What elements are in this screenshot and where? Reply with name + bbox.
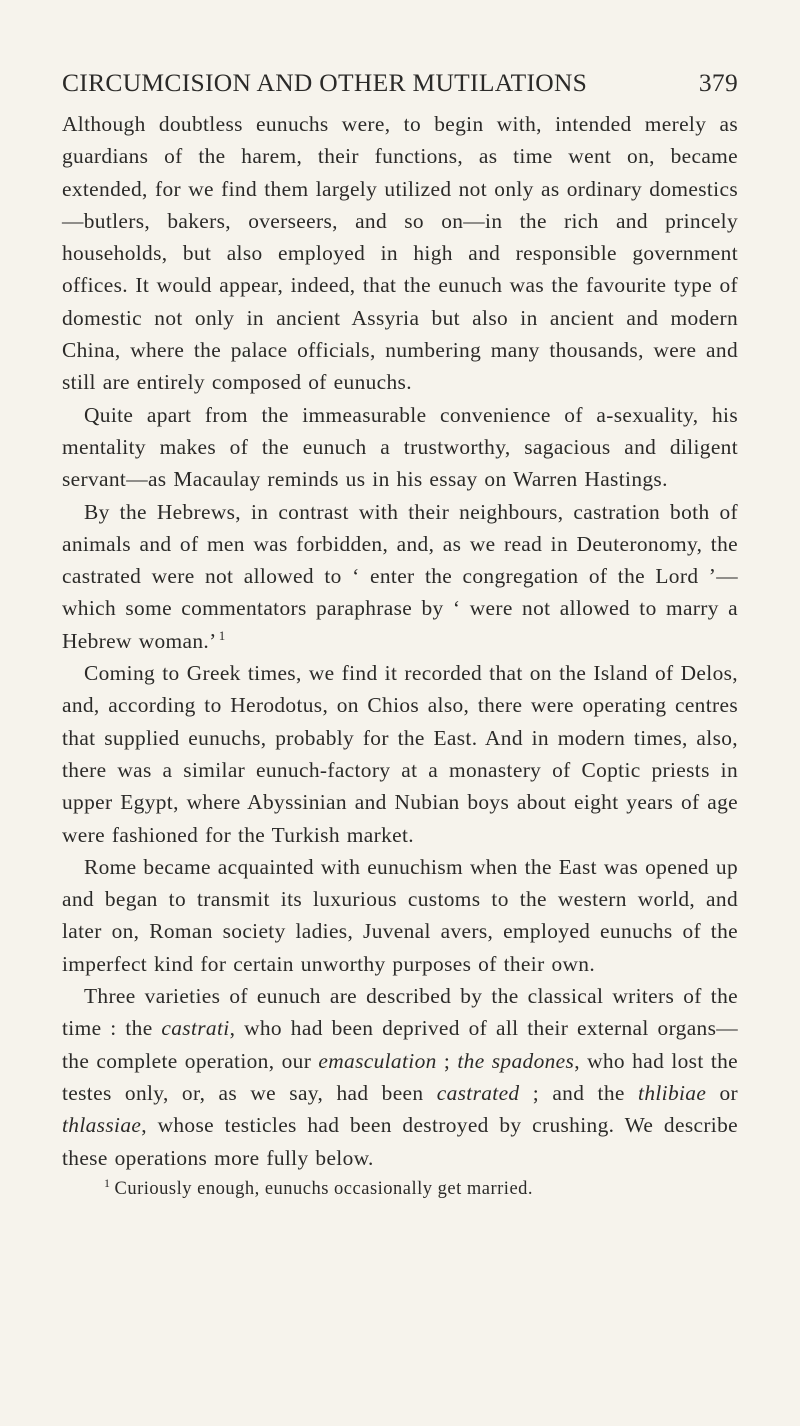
paragraph-1: Although doubtless eunuchs were, to begin with, intended merely as guardians of the harem, their functions, as time went on, became extended, for we find them largely utilized not only as ordinary domestics—butlers, bakers, overseers, and so on—in the rich and princely households, but also employed in high and responsible government offices. It would appear, indeed, that the eunuch was the favourite type of domestic not only in ancient Assyria but also in ancient and modern China, where the palace officials, numbering many thousands, were and still are entirely composed of eunuchs. — [62, 112, 738, 395]
text-run: , who had lost the testes only, or, as we say, had been — [62, 1048, 739, 1105]
term-castrated: castrated — [436, 1080, 520, 1105]
term-thlassiae: thlassiae — [62, 1113, 142, 1138]
paragraph-3-text: By the Hebrews, in contrast with their neighbours, castration both of animals and of men was forbidden, and, as we read in Deuteronomy, the castrated were not allowed to ‘ enter the congregation of the Lord ’—which some commentators paraphrase by ‘ were not allowed to marry a Hebrew woman.’ — [62, 499, 738, 653]
paragraph-6 — [62, 980, 738, 1174]
text-run: ; and the — [519, 1080, 639, 1105]
footnote-reference: 1 — [218, 627, 226, 643]
term-castrati: castrati — [161, 1016, 230, 1041]
term-spadones: the spadones — [457, 1048, 575, 1073]
term-thlibiae: thlibiae — [638, 1080, 707, 1105]
page-number: 379 — [698, 68, 738, 97]
running-head — [62, 68, 738, 98]
footnote-marker: 1 — [104, 1175, 111, 1190]
text-run: , who had been deprived of all their external organs—the complete operation, our — [62, 1016, 739, 1073]
text-run: , whose testicles had been destroyed by crushing. We describe these operations more fully below. — [62, 1113, 738, 1170]
text-run: ; — [436, 1048, 458, 1073]
footnote — [62, 1176, 738, 1202]
text-run: or — [706, 1080, 738, 1105]
paragraph-2: Quite apart from the immeasurable convenience of a-sexuality, his mentality makes of the eunuch a trustworthy, sagacious and diligent servant—as Macaulay reminds us in his essay on Warren Hastings. — [62, 402, 738, 492]
footnote-text: Curiously enough, eunuchs occasionally get married. — [114, 1178, 534, 1199]
paragraph-4: Coming to Greek times, we find it recorded that on the Island of Delos, and, according to Herodotus, on Chios also, there were operating centres that supplied eunuchs, probably for the East. And in modern times, also, there was a similar eunuch-factory at a monastery of Coptic priests in upper Egypt, where Abyssinian and Nubian boys about eight years of age were fashioned for the Turkish market. — [62, 661, 738, 847]
chapter-title: CIRCUMCISION AND OTHER MUTILATIONS — [62, 68, 588, 97]
text-run: Three varieties of eunuch are described by the classical writers of the time : the — [62, 984, 738, 1041]
body-text — [62, 108, 738, 1174]
term-emasculation: emasculation — [318, 1048, 437, 1073]
paragraph-5: Rome became acquainted with eunuchism when the East was opened up and began to transmit its luxurious customs to the western world, and later on, Roman society ladies, Juvenal avers, employed eunuchs of the imperfect kind for certain unworthy purposes of their own. — [62, 854, 738, 976]
paragraph-3 — [62, 496, 738, 657]
